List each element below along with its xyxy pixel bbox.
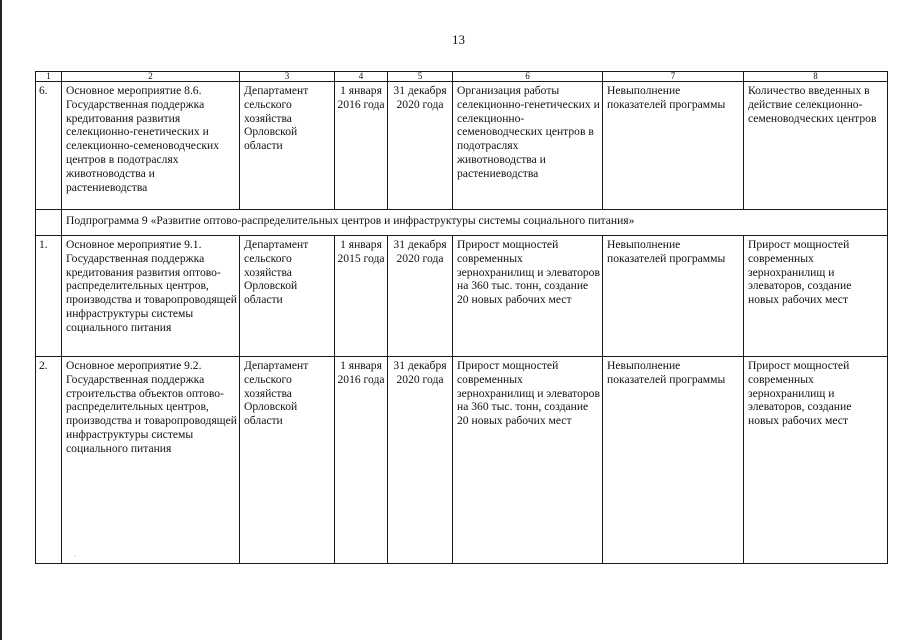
header-cell-5: 5 — [388, 72, 453, 82]
header-cell-8: 8 — [744, 72, 888, 82]
non-implementation-consequence: Невыполнение показателей программы — [603, 236, 744, 357]
header-cell-1: 1 — [36, 72, 62, 82]
subprogram-blank-cell — [36, 210, 62, 236]
measure-name: Основное мероприятие 8.6. Государственная поддержка кредитования развития селекционно-генетических и селекционно-семеноводческих центров в подотраслях животноводства и растениеводства — [62, 82, 240, 210]
measure-name: Основное мероприятие 9.2. Государственная поддержка строительства объектов оптово-распределительных центров, производства и товаропроводящей инфраструктуры системы социального питания — [62, 357, 240, 564]
page-edge-line — [0, 0, 2, 640]
related-indicator: Прирост мощностей современных зернохранилищ и элеваторов, создание новых рабочих мест — [744, 357, 888, 564]
non-implementation-consequence: Невыполнение показателей программы — [603, 357, 744, 564]
expected-result: Организация работы селекционно-генетических и селекционно-семеноводческих центров в подотраслях животноводства и растениеводства — [453, 82, 603, 210]
executor: Департамент сельского хозяйства Орловской области — [240, 82, 335, 210]
header-cell-7: 7 — [603, 72, 744, 82]
header-cell-2: 2 — [62, 72, 240, 82]
expected-result: Прирост мощностей современных зернохранилищ и элеваторов на 360 тыс. тонн, создание 20 новых рабочих мест — [453, 357, 603, 564]
executor: Департамент сельского хозяйства Орловской области — [240, 236, 335, 357]
header-row — [36, 72, 888, 82]
subprogram-row — [36, 210, 888, 236]
measure-name: Основное мероприятие 9.1. Государственная поддержка кредитования развития оптово-распределительных центров, производства и товаропроводящей инфраструктуры системы социального питания — [62, 236, 240, 357]
row-number: 2. — [36, 357, 62, 564]
header-cell-3: 3 — [240, 72, 335, 82]
end-date: 31 декабря 2020 года — [388, 357, 453, 564]
subprogram-title: Подпрограмма 9 «Развитие оптово-распределительных центров и инфраструктуры системы социального питания» — [62, 210, 888, 236]
row-number: 1. — [36, 236, 62, 357]
header-cell-4: 4 — [335, 72, 388, 82]
header-cell-6: 6 — [453, 72, 603, 82]
start-date: 1 января 2016 года — [335, 82, 388, 210]
non-implementation-consequence: Невыполнение показателей программы — [603, 82, 744, 210]
scan-speck: · — [74, 552, 77, 561]
table-row — [36, 236, 888, 357]
page-number: 13 — [452, 32, 465, 47]
end-date: 31 декабря 2020 года — [388, 236, 453, 357]
start-date: 1 января 2015 года — [335, 236, 388, 357]
related-indicator: Прирост мощностей современных зернохранилищ и элеваторов, создание новых рабочих мест — [744, 236, 888, 357]
end-date: 31 декабря 2020 года — [388, 82, 453, 210]
expected-result: Прирост мощностей современных зернохранилищ и элеваторов на 360 тыс. тонн, создание 20 новых рабочих мест — [453, 236, 603, 357]
row-number: 6. — [36, 82, 62, 210]
table-row — [36, 357, 888, 564]
start-date: 1 января 2016 года — [335, 357, 388, 564]
related-indicator: Количество введенных в действие селекционно-семеноводческих центров — [744, 82, 888, 210]
table-row — [36, 82, 888, 210]
program-measures-table — [35, 71, 888, 564]
executor: Департамент сельского хозяйства Орловской области — [240, 357, 335, 564]
